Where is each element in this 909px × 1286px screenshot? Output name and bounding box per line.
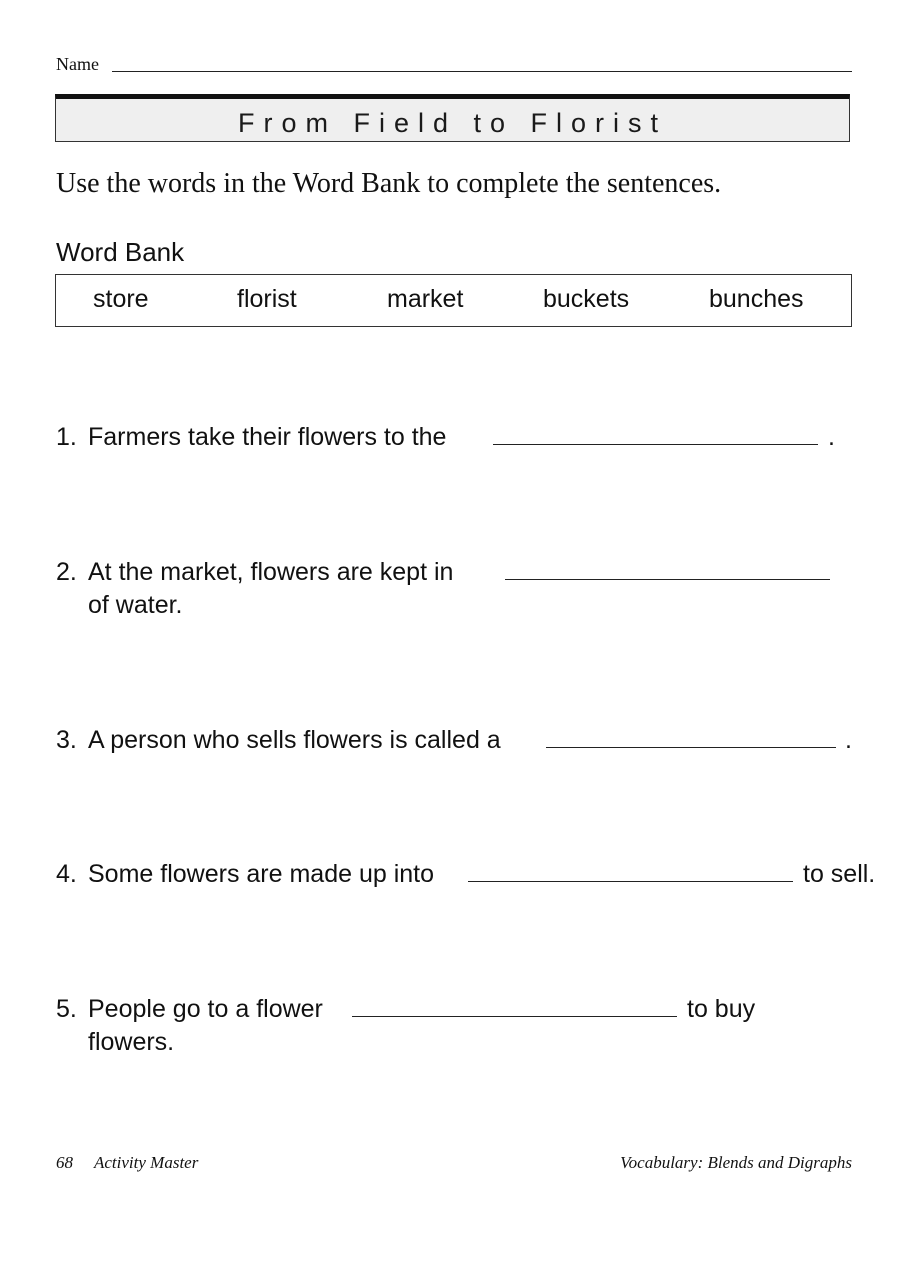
instructions-text: Use the words in the Word Bank to complete the sentences.: [56, 168, 722, 199]
answer-blank[interactable]: [493, 444, 818, 445]
sentence-number: 4.: [56, 860, 77, 888]
word-bank-word: buckets: [543, 285, 630, 313]
answer-blank[interactable]: [352, 1016, 677, 1017]
sentence-text: At the market, flowers are kept in: [88, 558, 454, 586]
answer-blank[interactable]: [468, 881, 793, 882]
word-bank-box: [55, 274, 852, 327]
sentence-number: 1.: [56, 423, 77, 451]
word-bank-word: florist: [237, 285, 297, 313]
sentence-end: .: [845, 726, 852, 754]
sentence-end: of water.: [88, 591, 183, 619]
sentence-end: .: [828, 423, 835, 451]
name-entry-line[interactable]: [112, 71, 852, 72]
sentence-text: People go to a flower: [88, 995, 323, 1023]
answer-blank[interactable]: [546, 747, 836, 748]
sentence-end: to sell.: [803, 860, 876, 888]
sentence-number: 3.: [56, 726, 77, 754]
sentence-number: 5.: [56, 995, 77, 1023]
footer-left-label: Activity Master: [94, 1153, 199, 1172]
sentence-number: 2.: [56, 558, 77, 586]
name-label: Name: [56, 54, 99, 74]
sentence-text: Farmers take their flowers to the: [88, 423, 447, 451]
sentence-text: A person who sells flowers is called a: [88, 726, 501, 754]
word-bank-word: store: [93, 285, 149, 313]
page-title: From Field to Florist: [237, 108, 668, 138]
title-banner: [55, 94, 850, 142]
word-bank-word: market: [387, 285, 464, 313]
page-number: 68: [56, 1153, 73, 1172]
sentence-text: Some flowers are made up into: [88, 860, 435, 888]
sentence-end: to buy: [687, 995, 756, 1023]
footer-right-label: Vocabulary: Blends and Digraphs: [620, 1153, 852, 1172]
sentence-continuation: flowers.: [88, 1028, 175, 1056]
word-bank-label: Word Bank: [56, 237, 185, 267]
word-bank-word: bunches: [709, 285, 804, 313]
answer-blank[interactable]: [505, 579, 830, 580]
